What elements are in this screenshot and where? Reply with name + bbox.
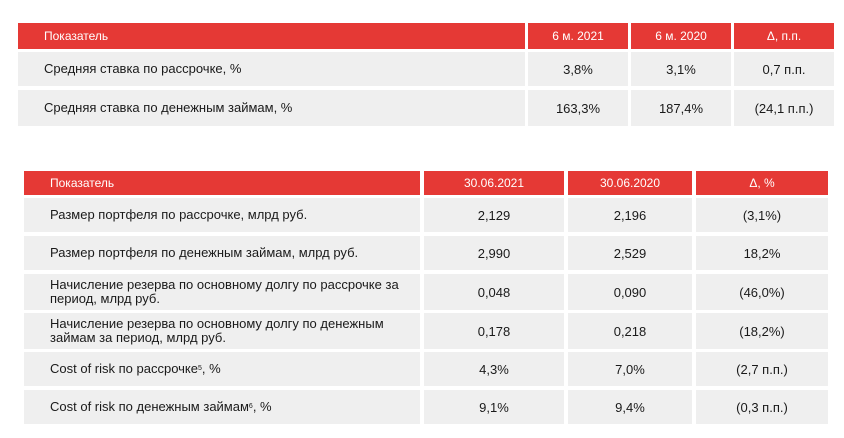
row-value-2020: 0,218: [568, 313, 692, 349]
header-period-2021: 6 м. 2021: [528, 23, 628, 49]
row-label: Средняя ставка по денежным займам, %: [18, 90, 525, 126]
row-label-text: Cost of risk по денежным займам: [50, 399, 249, 414]
header-period-2020: 6 м. 2020: [631, 23, 731, 49]
row-value-2020: 9,4%: [568, 390, 692, 424]
row-label-suffix: , %: [252, 399, 272, 414]
row-value-2021: 2,990: [424, 236, 564, 270]
header-delta: Δ, %: [696, 171, 828, 195]
row-delta: 0,7 п.п.: [734, 52, 834, 86]
row-value-2020: 187,4%: [631, 90, 731, 126]
table-row: [24, 352, 828, 386]
row-label-text: Cost of risk по рассрочке: [50, 361, 198, 376]
table-header-row: [18, 23, 834, 49]
row-label: Средняя ставка по рассрочке, %: [18, 52, 525, 86]
row-value-2021: 9,1%: [424, 390, 564, 424]
row-value-2020: 3,1%: [631, 52, 731, 86]
row-label: Начисление резерва по основному долгу по денежным займам за период, млрд руб.: [24, 313, 420, 349]
table-average-rates: [18, 23, 834, 126]
row-value-2020: 2,529: [568, 236, 692, 270]
row-delta: (3,1%): [696, 198, 828, 232]
row-label: Размер портфеля по денежным займам, млрд руб.: [24, 236, 420, 270]
row-label: Cost of risk по денежным займам 6 , %: [24, 390, 420, 424]
row-label: Размер портфеля по рассрочке, млрд руб.: [24, 198, 420, 232]
row-value-2021: 163,3%: [528, 90, 628, 126]
row-value-2020: 0,090: [568, 274, 692, 310]
row-value-2020: 7,0%: [568, 352, 692, 386]
row-value-2020: 2,196: [568, 198, 692, 232]
row-delta: (2,7 п.п.): [696, 352, 828, 386]
table-row: [24, 274, 828, 310]
table-header-row: [24, 171, 828, 195]
row-value-2021: 4,3%: [424, 352, 564, 386]
table-row: [18, 90, 834, 126]
table-row: [24, 390, 828, 424]
row-label: Начисление резерва по основному долгу по рассрочке за период, млрд руб.: [24, 274, 420, 310]
row-delta: (24,1 п.п.): [734, 90, 834, 126]
row-delta: (0,3 п.п.): [696, 390, 828, 424]
row-delta: (46,0%): [696, 274, 828, 310]
table-row: [24, 236, 828, 270]
table-portfolio-risk: [24, 171, 828, 424]
header-indicator: Показатель: [24, 171, 420, 195]
row-value-2021: 0,048: [424, 274, 564, 310]
header-indicator: Показатель: [18, 23, 525, 49]
table-row: [24, 313, 828, 349]
header-delta: Δ, п.п.: [734, 23, 834, 49]
table-row: [24, 198, 828, 232]
row-value-2021: 0,178: [424, 313, 564, 349]
row-value-2021: 3,8%: [528, 52, 628, 86]
table-row: [18, 52, 834, 86]
row-label-suffix: , %: [201, 361, 221, 376]
row-delta: 18,2%: [696, 236, 828, 270]
header-date-2020: 30.06.2020: [568, 171, 692, 195]
row-delta: (18,2%): [696, 313, 828, 349]
row-label: Cost of risk по рассрочке 5 , %: [24, 352, 420, 386]
row-value-2021: 2,129: [424, 198, 564, 232]
header-date-2021: 30.06.2021: [424, 171, 564, 195]
